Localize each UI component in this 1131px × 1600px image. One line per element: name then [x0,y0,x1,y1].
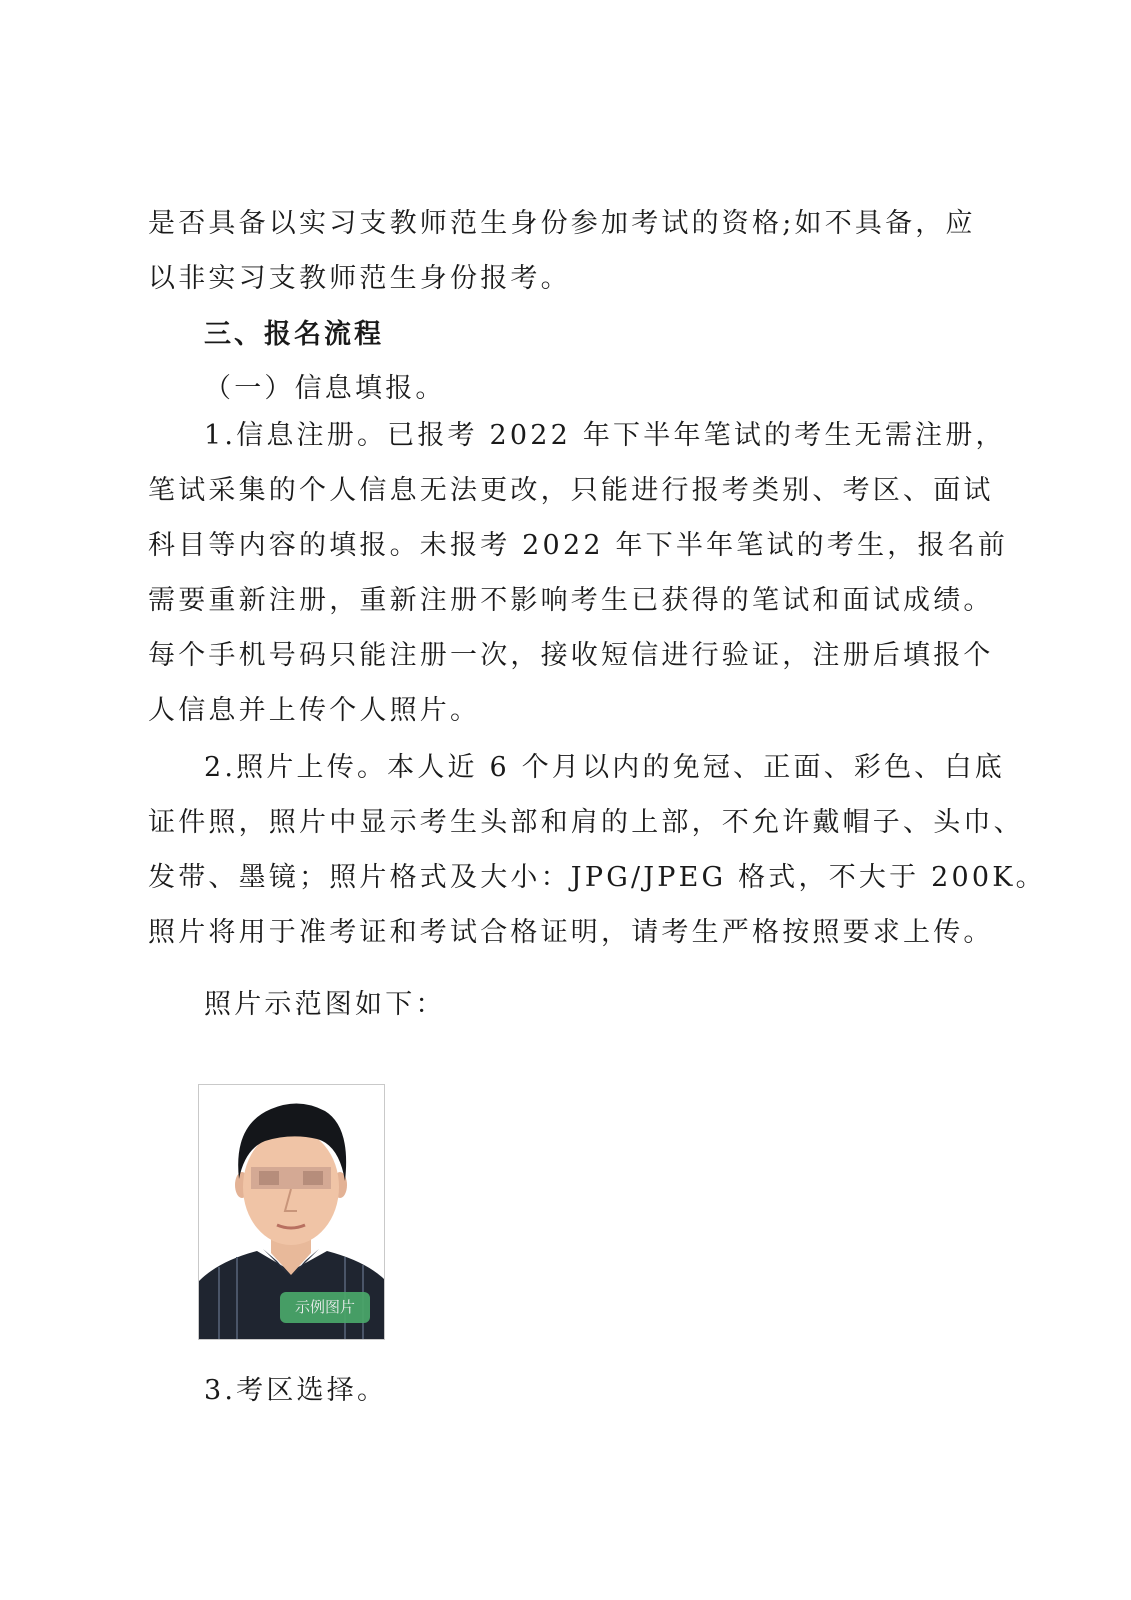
item-2-line-2: 证件照，照片中显示考生头部和肩的上部，不允许戴帽子、头巾、 [148,807,1024,838]
example-photo-badge: 示例图片 [280,1292,370,1323]
item-2-paragraph [148,740,1046,960]
item-1-line-4: 需要重新注册，重新注册不影响考生已获得的笔试和面试成绩。 [148,585,994,616]
item-1-line-5: 每个手机号码只能注册一次，接收短信进行验证，注册后填报个 [148,640,994,671]
item-1-line-6: 人信息并上传个人照片。 [148,695,481,726]
item-1-paragraph [148,408,1009,738]
item-2-line-3: 发带、墨镜；照片格式及大小：JPG/JPEG 格式，不大于 200K。 [148,862,1046,893]
sub-heading: （一）信息填报。 [204,373,446,404]
item-2-line-4: 照片将用于准考证和考试合格证明，请考生严格按照要求上传。 [148,917,994,948]
section-heading: 三、报名流程 [204,319,384,350]
intro-line-2: 以非实习支教师范生身份报考。 [148,263,571,294]
item-2-line-1: 2.照片上传。本人近 6 个月以内的免冠、正面、彩色、白底 [204,752,1005,783]
example-id-photo [198,1084,385,1340]
photo-caption: 照片示范图如下： [204,989,446,1020]
item-1-line-1: 1.信息注册。已报考 2022 年下半年笔试的考生无需注册， [204,420,1006,451]
intro-paragraph [148,196,978,306]
item-1-line-3: 科目等内容的填报。未报考 2022 年下半年笔试的考生，报名前 [148,530,1009,561]
item-1-line-2: 笔试采集的个人信息无法更改，只能进行报考类别、考区、面试 [148,475,994,506]
item-3-heading: 3.考区选择。 [204,1375,388,1406]
intro-line-1: 是否具备以实习支教师范生身份参加考试的资格;如不具备，应 [148,208,976,239]
